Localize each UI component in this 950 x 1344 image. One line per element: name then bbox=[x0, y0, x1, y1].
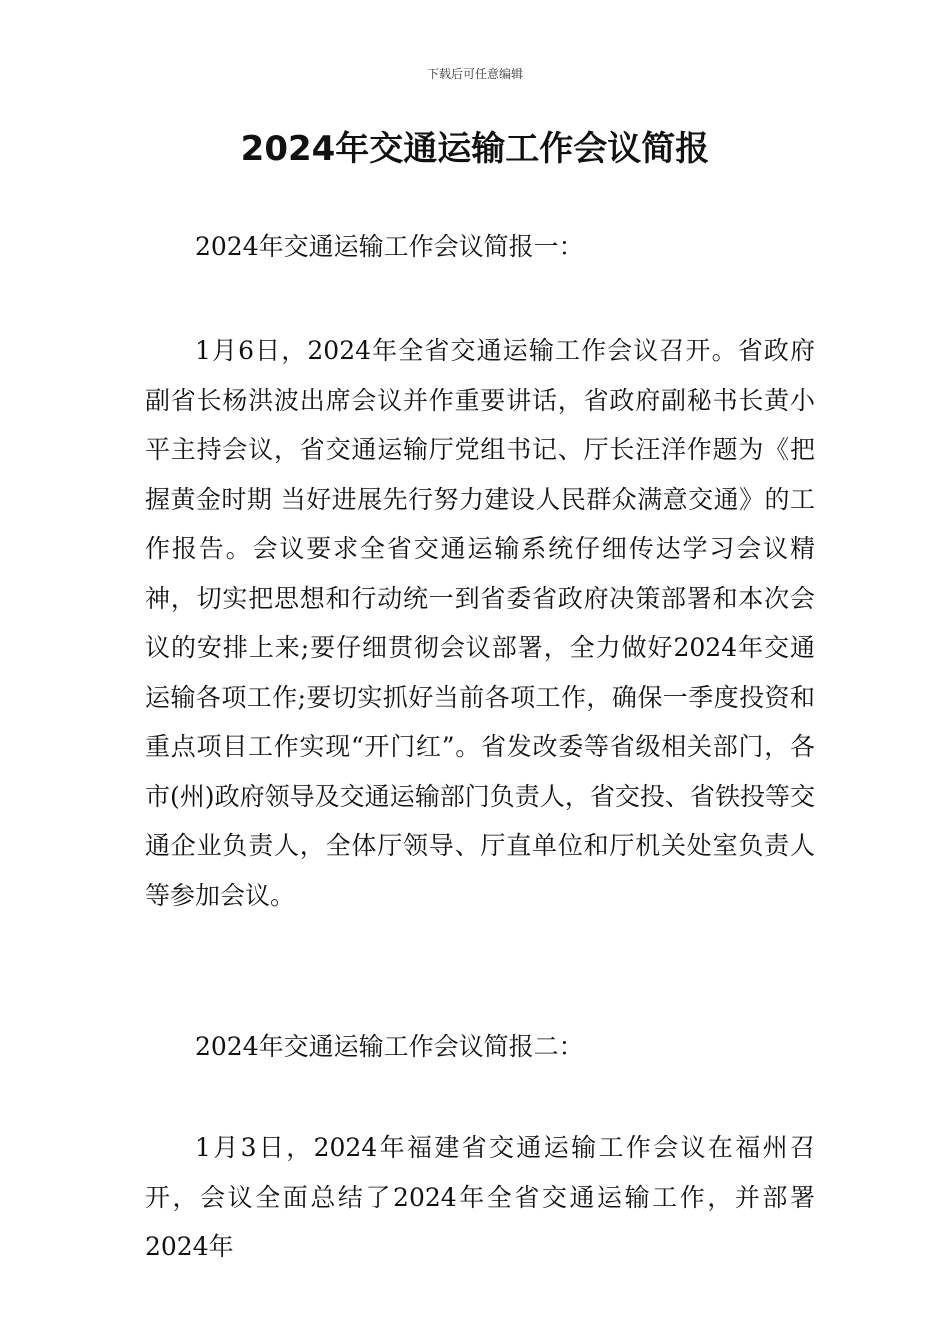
section-heading-2: 2024年交通运输工作会议简报二： bbox=[195, 1032, 584, 1061]
section-paragraph-1: 1月6日，2024年全省交通运输工作会议召开。省政府副省长杨洪波出席会议并作重要讲话，省政府副秘书长黄小平主持会议，省交通运输厅党组书记、厅长汪洋作题为《把握黄金时期 当好进展先行努力建设人民群众满意交通》的工作报告。会议要求全省交通运输系统仔细传达学习会议精神，切实把思想和行动统一到省委省政府决策部署和本次会议的安排上来;要仔细贯彻会议部署，全力做好2024年交通运输各项工作;要切实抓好当前各项工作，确保一季度投资和重点项目工作实现“开门红”。省发改委等省级相关部门，各市(州)政府领导及交通运输部门负责人，省交投、省铁投等交通企业负责人，全体厅领导、厅直单位和厅机关处室负责人等参加会议。 bbox=[145, 336, 815, 910]
header-note: 下载后可任意编辑 bbox=[426, 67, 523, 81]
document-title: 2024年交通运输工作会议简报 bbox=[240, 129, 710, 169]
section-heading-1: 2024年交通运输工作会议简报一： bbox=[195, 232, 584, 261]
section-paragraph-2: 1月3日，2024年福建省交通运输工作会议在福州召开，会议全面总结了2024年全省交通运输工作，并部署2024年 bbox=[145, 1133, 815, 1261]
